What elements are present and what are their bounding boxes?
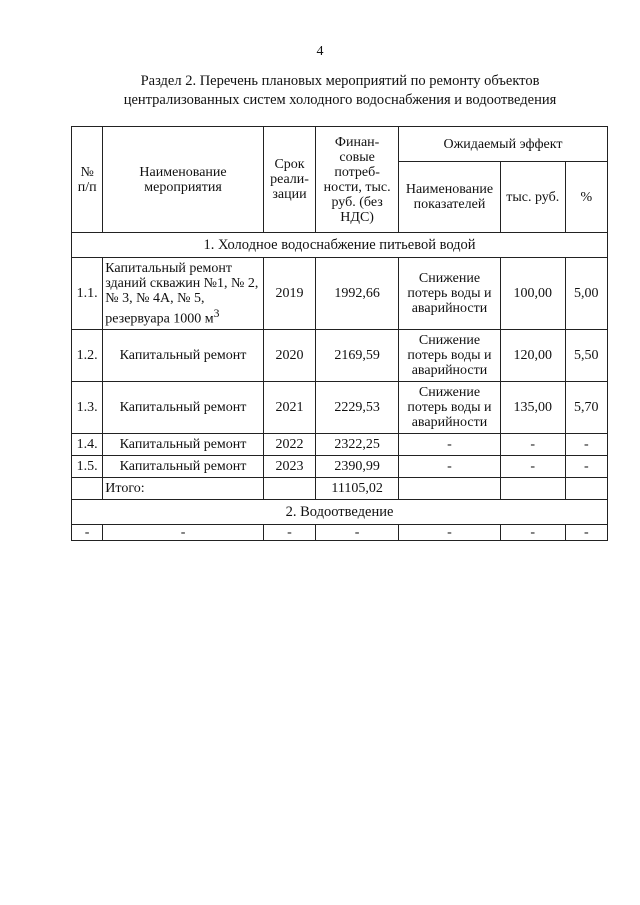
table-row (72, 434, 608, 456)
header-name: Наименование мероприятия (103, 127, 263, 233)
section-row (72, 233, 608, 258)
total-row (72, 478, 608, 500)
header-year: Срок реали-зации (263, 127, 315, 233)
cell-indicator: Снижение потерь воды и аварийности (399, 258, 501, 330)
cell-thousand: 135,00 (500, 382, 565, 434)
cell-num: 1.3. (72, 382, 103, 434)
total-label: Итого: (103, 478, 263, 500)
header-finance: Финан-совые потреб-ности, тыс. руб. (без НДС) (316, 127, 399, 233)
cell-name: Капитальный ремонт (103, 434, 263, 456)
section-2-title: 2. Водоотведение (72, 500, 608, 525)
cell-name: Капитальный ремонт (103, 456, 263, 478)
cell-name: Капитальный ремонт (103, 330, 263, 382)
cell-indicator: Снижение потерь воды и аварийности (399, 330, 501, 382)
cell-finance: 2322,25 (316, 434, 399, 456)
total-value: 11105,02 (316, 478, 399, 500)
table-row (72, 330, 608, 382)
cell-indicator (399, 478, 501, 500)
section-heading (70, 72, 610, 110)
cell-thousand: - (500, 525, 565, 541)
plan-table (71, 126, 608, 541)
table-row (72, 456, 608, 478)
cell-num: 1.4. (72, 434, 103, 456)
cell-thousand: - (500, 456, 565, 478)
cell-indicator: - (399, 434, 501, 456)
cell-percent: - (565, 525, 607, 541)
cell-finance: 2390,99 (316, 456, 399, 478)
page-number: 4 (316, 44, 324, 59)
cell-percent: 5,70 (565, 382, 607, 434)
cell-indicator: Снижение потерь воды и аварийности (399, 382, 501, 434)
table-row (72, 525, 608, 541)
cell-thousand: 120,00 (500, 330, 565, 382)
header-indicator: Наименование показателей (399, 162, 501, 233)
cell-name-superscript: 3 (213, 306, 220, 320)
cell-num: - (72, 525, 103, 541)
cell-num (72, 478, 103, 500)
cell-percent: - (565, 456, 607, 478)
table-header-row (72, 127, 608, 162)
cell-finance: 2229,53 (316, 382, 399, 434)
cell-name: Капитальный ремонт зданий скважин №1, № 2, № 3, № 4А, № 5, резервуара 1000 $м^3$ (103, 258, 263, 330)
cell-name: - (103, 525, 263, 541)
cell-finance: 1992,66 (316, 258, 399, 330)
cell-year: 2023 (263, 456, 315, 478)
cell-thousand: 100,00 (500, 258, 565, 330)
cell-finance: - (316, 525, 399, 541)
cell-percent: 5,00 (565, 258, 607, 330)
cell-indicator: - (399, 456, 501, 478)
table-row (72, 382, 608, 434)
cell-percent: 5,50 (565, 330, 607, 382)
header-percent: % (565, 162, 607, 233)
header-effect: Ожидаемый эффект (399, 127, 608, 162)
header-num: № п/п (72, 127, 103, 233)
cell-name: Капитальный ремонт (103, 382, 263, 434)
cell-num: 1.5. (72, 456, 103, 478)
cell-num: 1.1. (72, 258, 103, 330)
cell-num: 1.2. (72, 330, 103, 382)
section-1-title: 1. Холодное водоснабжение питьевой водой (72, 233, 608, 258)
cell-percent: - (565, 434, 607, 456)
cell-year: - (263, 525, 315, 541)
cell-indicator: - (399, 525, 501, 541)
cell-year: 2020 (263, 330, 315, 382)
cell-thousand: - (500, 434, 565, 456)
cell-finance: 2169,59 (316, 330, 399, 382)
table-row (72, 258, 608, 330)
cell-percent (565, 478, 607, 500)
cell-year: 2022 (263, 434, 315, 456)
heading-line-1: Раздел 2. Перечень плановых мероприятий по ремонту объектов (140, 73, 540, 89)
cell-year: 2019 (263, 258, 315, 330)
heading-line-2: централизованных систем холодного водоснабжения и водоотведения (123, 92, 557, 108)
section-row (72, 500, 608, 525)
header-thousand: тыс. руб. (500, 162, 565, 233)
cell-year (263, 478, 315, 500)
cell-thousand (500, 478, 565, 500)
cell-year: 2021 (263, 382, 315, 434)
